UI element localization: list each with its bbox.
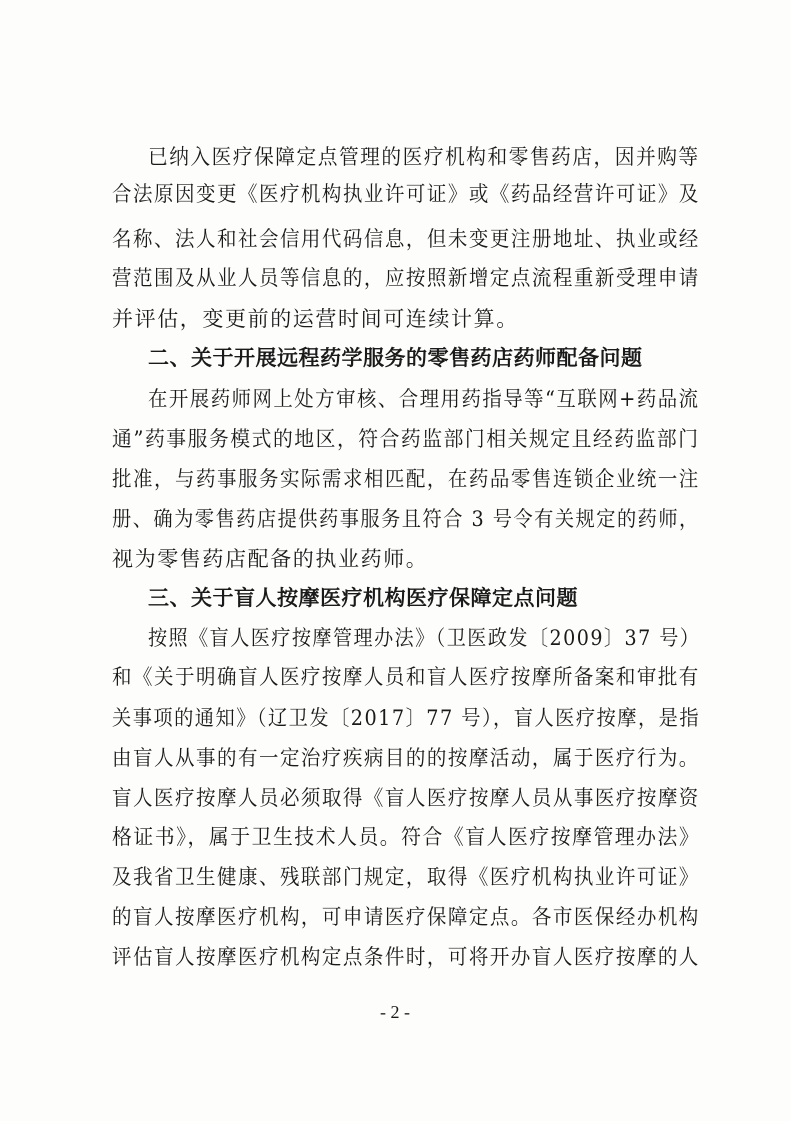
paragraph-line: 合法原因变更《医疗机构执业许可证》或《药品经营许可证》及 <box>112 182 700 206</box>
paragraph-line: 名称、法人和社会信用代码信息，但未变更注册地址、执业或经 <box>112 227 700 251</box>
paragraph-line: 由盲人从事的有一定治疗疾病目的的按摩活动，属于医疗行为。 <box>112 746 700 770</box>
paragraph-line: 在开展药师网上处方审核、合理用药指导等“互联网+药品流 <box>148 387 700 411</box>
paragraph-line: 批准，与药事服务实际需求相匹配，在药品零售连锁企业统一注 <box>112 467 700 491</box>
paragraph-line: 和《关于明确盲人医疗按摩人员和盲人医疗按摩所备案和审批有 <box>112 665 700 689</box>
paragraph-line: 格证书》，属于卫生技术人员。符合《盲人医疗按摩管理办法》 <box>112 825 701 849</box>
page-number: - 2 - <box>380 1002 410 1022</box>
paragraph-line: 并评估，变更前的运营时间可连续计算。 <box>112 307 519 331</box>
paragraph-line: 关事项的通知》（辽卫发〔2017〕77 号），盲人医疗按摩，是指 <box>112 706 701 730</box>
paragraph-line: 视为零售药店配备的执业药师。 <box>112 547 429 571</box>
paragraph-line: 盲人医疗按摩人员必须取得《盲人医疗按摩人员从事医疗按摩资 <box>112 786 700 810</box>
paragraph-line: 按照《盲人医疗按摩管理办法》（卫医政发〔2009〕37 号） <box>148 626 701 650</box>
section-heading: 二、关于开展远程药学服务的零售药店药师配备问题 <box>148 345 643 370</box>
paragraph-line: 及我省卫生健康、残联部门规定，取得《医疗机构执业许可证》 <box>112 865 700 889</box>
paragraph-line: 评估盲人按摩医疗机构定点条件时，可将开办盲人医疗按摩的人 <box>112 945 700 969</box>
paragraph-line: 已纳入医疗保障定点管理的医疗机构和零售药店，因并购等 <box>148 145 700 169</box>
section-heading: 三、关于盲人按摩医疗机构医疗保障定点问题 <box>148 585 578 610</box>
paragraph-line: 通”药事服务模式的地区，符合药监部门相关规定且经药监部门 <box>112 427 700 451</box>
paragraph-line: 营范围及从业人员等信息的，应按照新增定点流程重新受理申请 <box>112 266 700 290</box>
paragraph-line: 的盲人按摩医疗机构，可申请医疗保障定点。各市医保经办机构 <box>112 905 700 929</box>
paragraph-line: 册、确为零售药店提供药事服务且符合 3 号令有关规定的药师， <box>112 507 700 531</box>
